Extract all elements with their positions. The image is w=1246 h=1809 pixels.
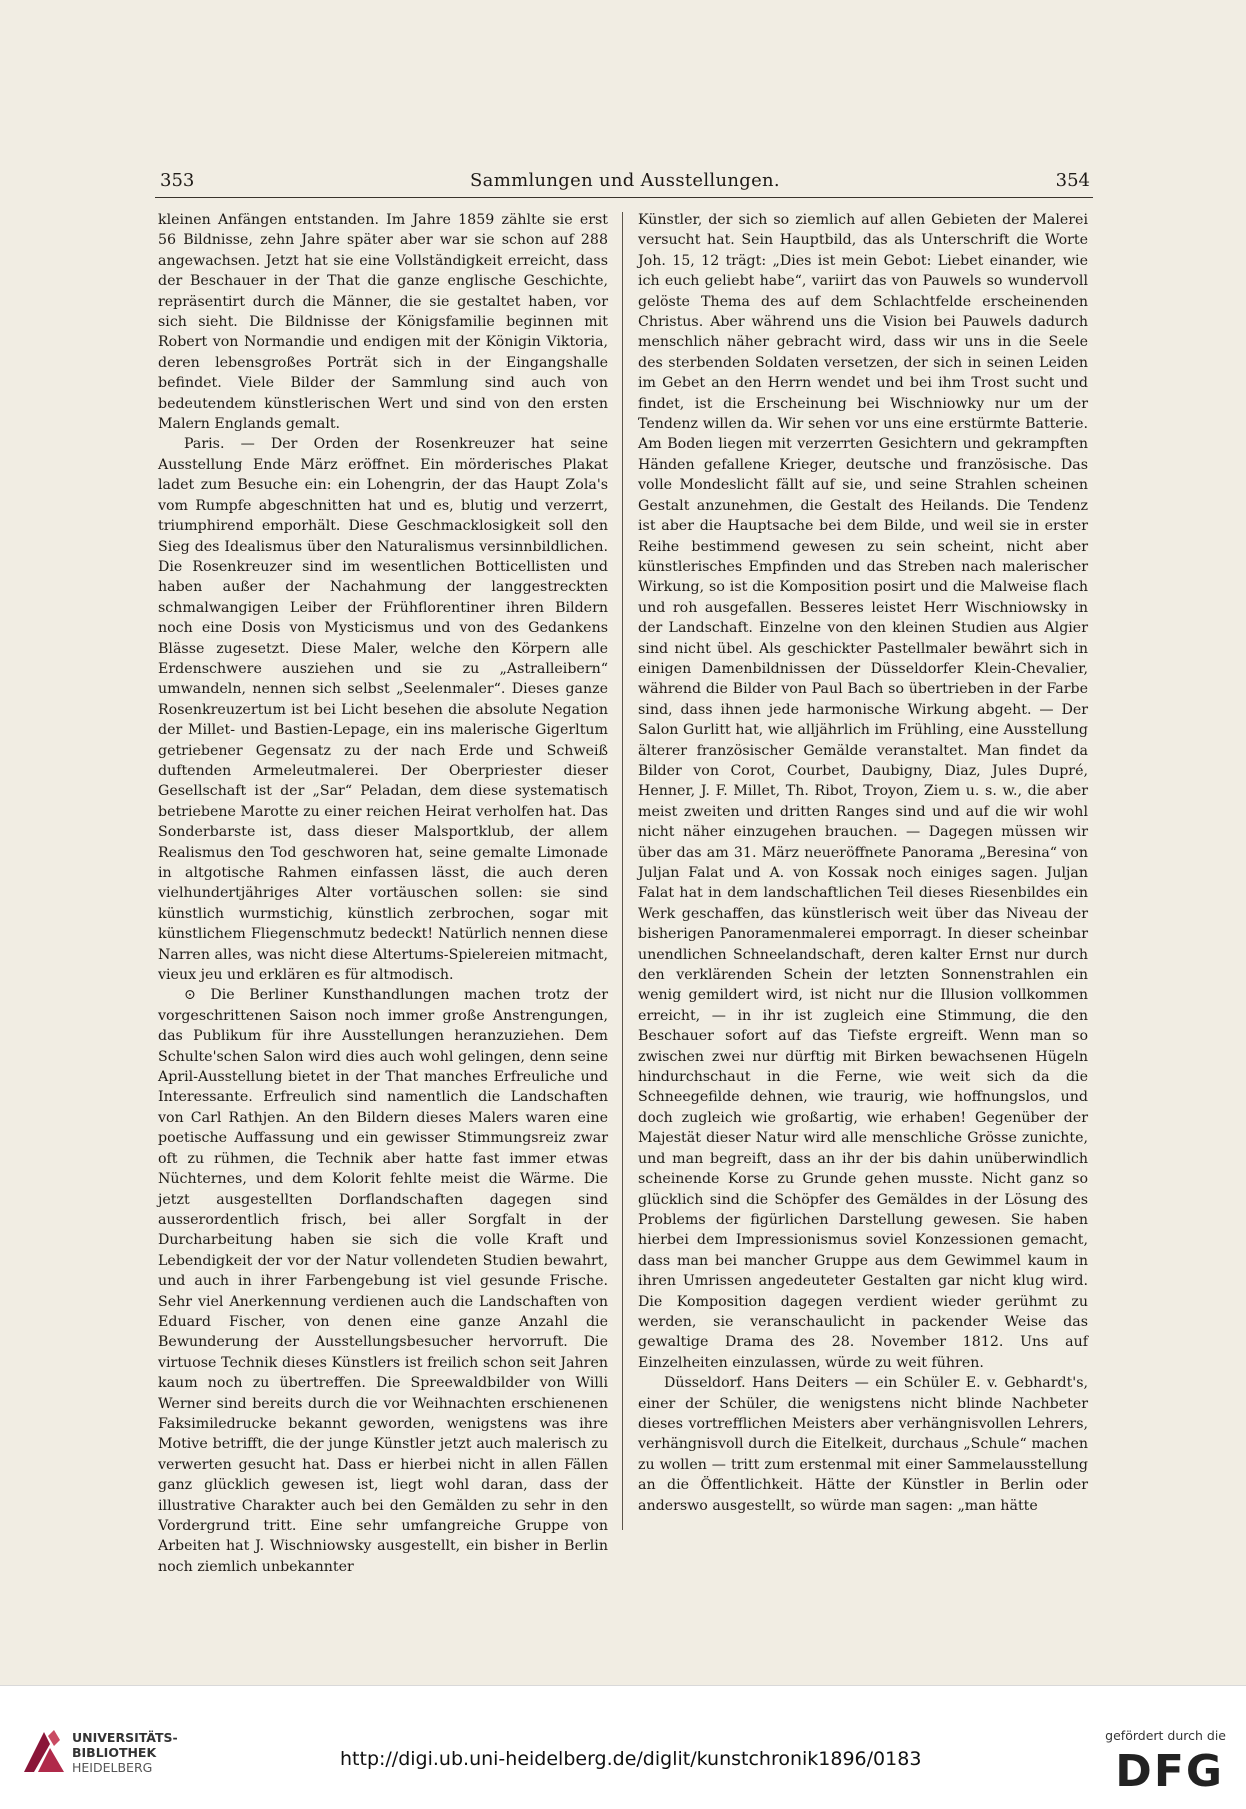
page-number-right: 354: [1055, 170, 1090, 191]
permalink-url[interactable]: http://digi.ub.uni-heidelberg.de/diglit/kunstchronik1896/0183: [340, 1748, 922, 1770]
running-title: Sammlungen und Ausstellungen.: [470, 170, 780, 191]
column-divider: [622, 212, 623, 1530]
paragraph: Düsseldorf. Hans Deiters — ein Schüler E. v. Gebhardt's, einer der Schüler, die wenigstens nicht blinde Nachbeter dieses vortrefflichen Meisters aber verhängnisvollen Lehrers, verhängnisvoll durch die Eitelkeit, durchaus „Schule“ machen zu wollen — tritt zum erstenmal mit einer Sammelausstellung an die Öffentlichkeit. Hätte der Künstler in Berlin oder anderswo ausgestellt, so würde man sagen: „man hätte: [638, 1375, 1088, 1514]
right-column: [638, 210, 1088, 1516]
dfg-logo: DFG: [1115, 1746, 1224, 1797]
funding-label: gefördert durch die: [1105, 1728, 1226, 1743]
footer-bar: [0, 1685, 1246, 1809]
page-number-left: 353: [160, 170, 195, 191]
library-name: [72, 1730, 178, 1775]
running-header: [160, 170, 1090, 198]
paragraph: Künstler, der sich so ziemlich auf allen Gebieten der Malerei versucht hat. Sein Hauptbild, das als Unterschrift die Worte Joh. 15, 12 trägt: „Dies ist mein Gebot: Liebet einander, wie ich euch geliebt habe“, variirt das von Pauwels so wundervoll gelöste Thema des auf dem Schlachtfelde erscheinenden Christus. Aber während uns die Vision bei Pauwels dadurch menschlich näher gebracht wird, dass wir uns in die Seele des sterbenden Soldaten versetzen, der sich in seinen Leiden im Gebet an den Herrn wendet und bei ihm Trost sucht und findet, ist die Erscheinung bei Wischniowky nur um der Tendenz willen da. Wir sehen vor uns eine erstürmte Batterie. Am Boden liegen mit verzerrten Gesichtern und gekrampften Händen gefallene Krieger, deutsche und französische. Das volle Mondeslicht fällt auf sie, und seine Strahlen scheinen Gestalt anzunehmen, die Gestalt des Heilands. Die Tendenz ist aber die Hauptsache bei dem Bilde, und weil sie in erster Reihe bestimmend gewesen zu sein scheint, nicht aber künstlerisches Empfinden und das Streben nach malerischer Wirkung, so ist die Komposition posirt und die Malweise flach und roh ausgefallen. Besseres leistet Herr Wischniowsky in der Landschaft. Einzelne von den kleinen Studien aus Algier sind nicht übel. Als geschickter Pastellmaler bewährt sich in einigen Damenbildnissen der Düsseldorfer Klein-Chevalier, während die Bilder von Paul Bach so übertrieben in der Farbe sind, dass ihnen jede harmonische Wirkung abgeht. — Der Salon Gurlitt hat, wie alljährlich im Frühling, eine Ausstellung älterer französischer Gemälde veranstaltet. Man findet da Bilder von Corot, Courbet, Daubigny, Diaz, Jules Dupré, Henner, J. F. Millet, Th. Ribot, Troyon, Ziem u. s. w., die aber meist zweiten und dritten Ranges sind und auf die wir wohl nicht näher einzugehen brauchen. — Dagegen müssen wir über das am 31. März neueröffnete Panorama „Beresina“ von Juljan Falat und A. von Kossak noch einiges sagen. Juljan Falat hat in dem landschaftlichen Teil dieses Riesenbildes ein Werk geschaffen, das künstlerisch weit über das Niveau der bisherigen Panoramenmalerei emporragt. In dieser scheinbar unendlichen Schneelandschaft, deren kalter Ernst nur durch den verklärenden Schein der letzten Sonnenstrahlen ein wenig gemildert wird, ist nicht nur die Illusion vollkommen erreicht, — in ihr ist zugleich eine Stimmung, die den Beschauer sofort auf das Tiefste ergreift. Wenn man so zwischen zwei nur dürftig mit Birken bewachsenen Hügeln hindurchschaut in die Ferne, wie weit sich da die Schneegefilde dehnen, wie traurig, wie hoffnungslos, und doch zugleich wie großartig, wie erhaben! Gegenüber der Majestät dieser Natur wird alle menschliche Grösse zunichte, und man begreift, dass an ihr der bis dahin unüberwindlich scheinende Korse zu Grunde gehen musste. Nicht ganz so glücklich sind die Schöpfer des Gemäldes in der Lösung des Problems der figürlichen Darstellung gewesen. Sie haben hierbei dem Impressionismus soviel Konzessionen gemacht, dass man bei mancher Gruppe aus dem Gewimmel kaum in ihren Umrissen angedeuteter Gestalten gar nicht klug wird. Die Komposition dagegen verdient wieder gerühmt zu werden, sie veranschaulicht in packender Weise das gewaltige Drama des 28. November 1812. Uns auf Einzelheiten einzulassen, würde zu weit führen.: [638, 212, 1088, 1371]
paragraph: ⊙ Die Berliner Kunsthandlungen machen trotz der vorgeschrittenen Saison noch immer große Anstrengungen, das Publikum für ihre Ausstellungen heranzuziehen. Dem Schulte'schen Salon wird dies auch wohl gelingen, denn seine April-Ausstellung bietet in der That manches Erfreuliche und Interessante. Erfreulich sind namentlich die Landschaften von Carl Rathjen. An den Bildern dieses Malers waren eine poetische Auffassung und ein gewisser Stimmungsreiz zwar oft zu rühmen, die Technik aber hatte fast immer etwas Nüchternes, und dem Kolorit fehlte meist die Wärme. Die jetzt ausgestellten Dorflandschaften dagegen sind ausserordentlich frisch, bei aller Sorgfalt in der Durcharbeitung haben sie sich die volle Kraft und Lebendigkeit der vor der Natur vollendeten Studien bewahrt, und auch in ihrer Farbengebung ist viel gesunde Frische. Sehr viel Anerkennung verdienen auch die Landschaften von Eduard Fischer, von denen eine ganze Anzahl die Bewunderung der Ausstellungsbesucher hervorruft. Die virtuose Technik dieses Künstlers ist freilich schon seit Jahren kaum noch zu übertreffen. Die Spreewaldbilder von Willi Werner sind bereits durch die vor Weihnachten erschienenen Faksimiledrucke bekannt geworden, wenigstens was ihre Motive betrifft, die der junge Künstler jetzt auch malerisch zu verwerten gesucht hat. Dass er hierbei nicht in allen Fällen ganz glücklich gewesen ist, liegt wohl daran, dass der illustrative Charakter auch bei den Gemälden zu sehr in den Vordergrund tritt. Eine sehr umfangreiche Gruppe von Arbeiten hat J. Wischniowsky ausgestellt, ein bisher in Berlin noch ziemlich unbekannter: [158, 987, 608, 1575]
library-name-line: HEIDELBERG: [72, 1760, 153, 1775]
university-library-logo-icon: [20, 1726, 70, 1776]
library-name-line: UNIVERSITÄTS-: [72, 1730, 178, 1745]
library-name-line: BIBLIOTHEK: [72, 1745, 157, 1760]
left-column: [158, 210, 608, 1577]
paragraph: Paris. — Der Orden der Rosenkreuzer hat seine Ausstellung Ende März eröffnet. Ein mörderisches Plakat ladet zum Besuche ein: ein Lohengrin, der das Haupt Zola's vom Rumpfe abgeschnitten hat und es, blutig und verzerrt, triumphirend emporhält. Diese Geschmacklosigkeit soll den Sieg des Idealismus über den Naturalismus versinnbildlichen. Die Rosenkreuzer sind im wesentlichen Botticellisten und haben außer der Nachahmung der langgestreckten schmalwangigen Leiber der Frühflorentiner ihren Bildern noch eine Dosis von Mysticismus und von des Gedankens Blässe zugesetzt. Diese Maler, welche den Körpern alle Erdenschwere ausziehen und sie zu „Astralleibern“ umwandeln, nennen sich selbst „Seelenmaler“. Dieses ganze Rosenkreuzertum ist bei Licht besehen die absolute Negation der Millet- und Bastien-Lepage, ein ins malerische Gigerltum getriebener Gegensatz zu der nach Erde und Schweiß duftenden Armeleutmalerei. Der Oberpriester dieser Gesellschaft ist der „Sar“ Peladan, dem diese systematisch betriebene Marotte zu einer reichen Heirat verholfen hat. Das Sonderbarste ist, dass dieser Malsportklub, der allem Realismus den Tod geschworen hat, seine gemalte Limonade in altgotische Rahmen einfassen lässt, die auch deren vielhundertjähriges Alter vortäuschen sollen: sie sind künstlich wurmstichig, künstlich zerbrochen, sogar mit künstlichem Fliegenschmutz bedeckt! Natürlich nennen diese Narren alles, was nicht diese Altertums-Spielereien mitmacht, vieux jeu und erklären es für altmodisch.: [158, 436, 608, 984]
header-rule: [155, 197, 1093, 198]
paragraph: kleinen Anfängen entstanden. Im Jahre 1859 zählte sie erst 56 Bildnisse, zehn Jahre später aber war sie schon auf 288 angewachsen. Jetzt hat sie eine Vollständigkeit erreicht, dass der Beschauer in der That die ganze englische Geschichte, repräsentirt durch die Männer, die sie gestaltet haben, vor sich sieht. Die Bildnisse der Königsfamilie beginnen mit Robert von Normandie und endigen mit der Königin Viktoria, deren lebensgroßes Porträt sich in der Eingangshalle befindet. Viele Bilder der Sammlung sind auch von bedeutendem künstlerischen Wert und sind von den ersten Malern Englands gemalt.: [158, 212, 608, 433]
